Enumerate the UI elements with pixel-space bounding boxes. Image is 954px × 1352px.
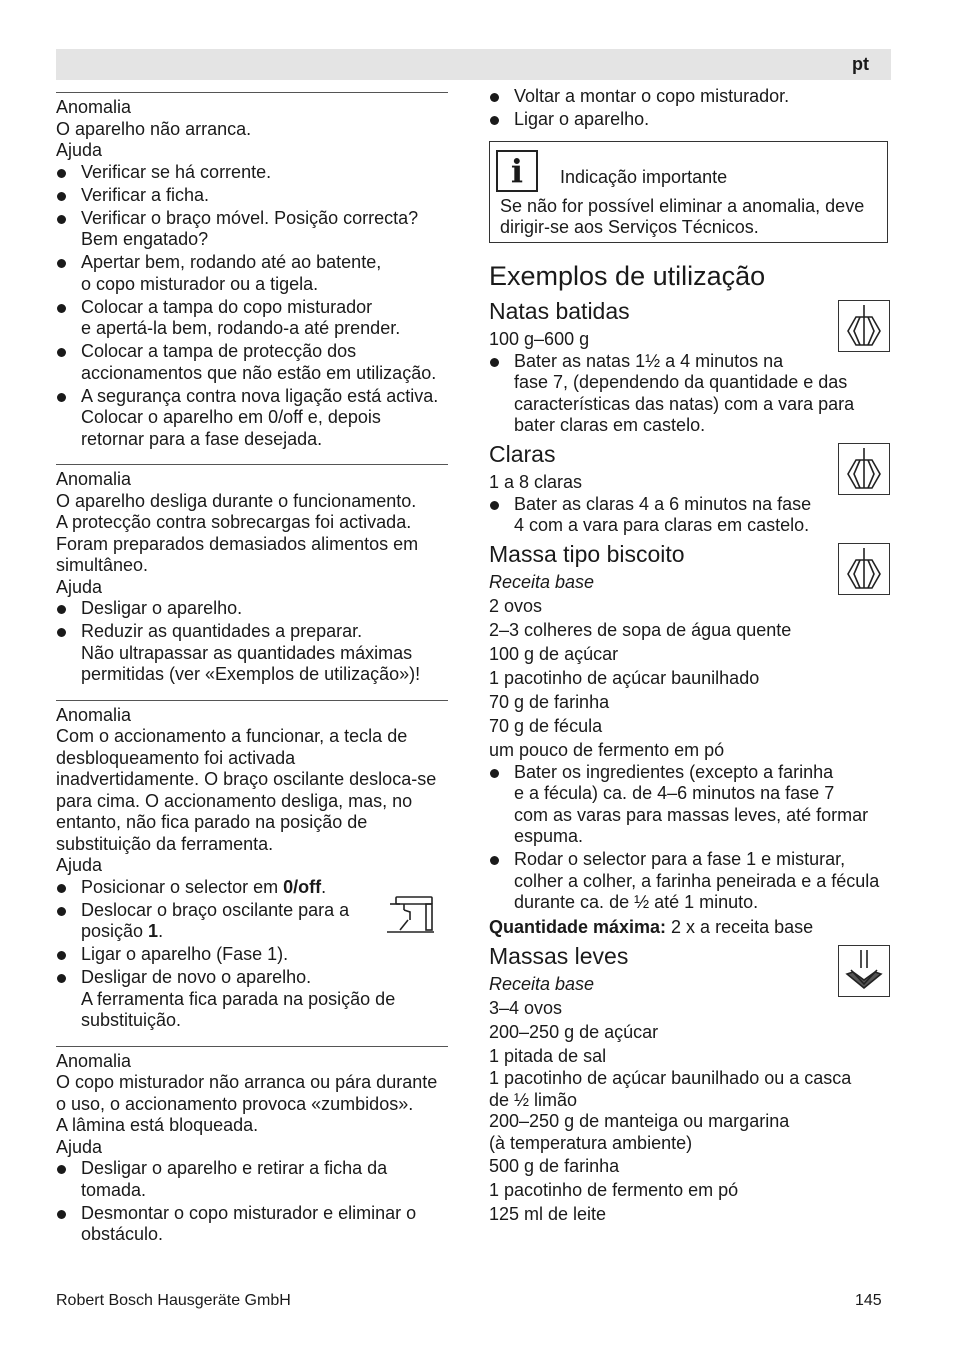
important-note-box <box>489 141 888 243</box>
list-item: Verificar a ficha. <box>56 185 448 207</box>
help-label: Ajuda <box>56 140 103 160</box>
list-item: Rodar o selector para a fase 1 e misturar, colher a colher, a farinha peneirada e a fécula durante ca. de ½ até 1 minuto. <box>489 849 894 914</box>
anomaly-desc: O aparelho desliga durante o funcionamento. A protecção contra sobrecargas foi activada. Foram preparados demasiados alimentos em simultâneo. <box>56 490 419 575</box>
anomaly-label: Anomalia <box>56 97 132 117</box>
list-item: Voltar a montar o copo misturador. <box>489 86 894 108</box>
help-list <box>56 1158 448 1246</box>
anomaly-label: Anomalia <box>56 704 132 725</box>
page-number: 145 <box>855 1292 882 1309</box>
list-item: Desligar o aparelho. <box>56 598 448 620</box>
anomaly-label: Anomalia <box>56 469 132 489</box>
recipe-natas: Natas batidas 100 g–600 g Bater as natas 1½ a 4 minutos na fase 7, (dependendo da quantidade e das características das natas) com a vara para bater claras em castelo. <box>489 298 894 437</box>
list-item: Posicionar o selector em 0/off. <box>56 877 448 899</box>
troubleshoot-section-4 <box>56 1046 448 1246</box>
help-label: Ajuda <box>56 1136 103 1157</box>
list-item: Colocar a tampa do copo misturador e apertá-la bem, rodando-a até prender. <box>56 297 448 340</box>
info-i-icon: i <box>496 150 538 192</box>
recipe-steps <box>489 351 894 437</box>
ingredient-list: Receita base 3–4 ovos 200–250 g de açúcar 1 pitada de sal 1 pacotinho de açúcar baunilhado ou a casca de ½ limão 200–250 g de manteiga ou margarina (à temperatura ambiente) 500 g de farinha 1 pacotinho de fermento em pó 125 ml de leite <box>489 974 852 1224</box>
footer-company: Robert Bosch Hausgeräte GmbH <box>56 1292 291 1309</box>
anomaly-desc <box>56 119 448 141</box>
recipe-steps <box>489 494 894 537</box>
list-item: Bater as natas 1½ a 4 minutos na fase 7, (dependendo da quantidade e das características das natas) com a vara para bater claras em castelo. <box>489 351 894 437</box>
note-text: Se não for possível eliminar a anomalia, deve dirigir-se aos Serviços Técnicos. <box>500 195 865 237</box>
anomaly-label: Anomalia <box>56 1050 132 1071</box>
section-heading: Exemplos de utilização <box>489 260 766 291</box>
max-quantity: Quantidade máxima: 2 x a receita base <box>489 917 814 937</box>
list-item: Bater as claras 4 a 6 minutos na fase 4 com a vara para claras em castelo. <box>489 494 894 537</box>
troubleshoot-section-3 <box>56 700 448 1032</box>
whisk-icon <box>838 543 890 595</box>
recipe-claras: Claras 1 a 8 claras Bater as claras 4 a 6 minutos na fase 4 com a vara para claras em castelo. <box>489 441 894 537</box>
recipe-title: Natas batidas <box>489 297 630 324</box>
list-item: Desmontar o copo misturador e eliminar o obstáculo. <box>56 1203 448 1246</box>
recipe-title: Massas leves <box>489 943 629 969</box>
list-item: Ligar o aparelho (Fase 1). <box>56 944 448 966</box>
right-column <box>489 86 894 1226</box>
list-item: Verificar se há corrente. <box>56 162 448 184</box>
swivel-arm-icon <box>386 894 436 936</box>
list-item: Verificar o braço móvel. Posição correcta? Bem engatado? <box>56 208 448 251</box>
help-label: Ajuda <box>56 855 103 875</box>
list-item: Colocar a tampa de protecção dos accionamentos que não estão em utilização. <box>56 341 448 384</box>
list-item: Desligar de novo o aparelho. A ferramenta fica parada na posição de substituição. <box>56 967 448 1032</box>
list-item: Apertar bem, rodando até ao batente, o copo misturador ou a tigela. <box>56 252 448 295</box>
kneading-hook-icon <box>838 945 890 997</box>
list-item: Desligar o aparelho e retirar a ficha da tomada. <box>56 1158 448 1201</box>
list-item: Bater os ingredientes (excepto a farinha e a fécula) ca. de 4–6 minutos na fase 7 com as varas para massas leves, até formar espuma. <box>489 762 894 848</box>
anomaly-desc: O copo misturador não arranca ou pára durante o uso, o accionamento provoca «zumbidos». A lâmina está bloqueada. <box>56 1072 438 1135</box>
desc-line: O aparelho não arranca. <box>56 118 252 139</box>
help-list <box>56 598 448 686</box>
troubleshoot-section-1 <box>56 92 448 450</box>
help-list <box>56 162 448 451</box>
list-item: A segurança contra nova ligação está activa. Colocar o aparelho em 0/off e, depois retornar para a fase desejada. <box>56 386 448 451</box>
anomaly-desc: Com o accionamento a funcionar, a tecla de desbloqueamento foi activada inadvertidamente. O braço oscilante desloca-se para cima. O accionamento desliga, mas, no entanto, não fica parado na posição de substituição da ferramenta. <box>56 726 437 854</box>
continued-help-list <box>489 86 894 131</box>
note-title: Indicação importante <box>560 167 728 187</box>
header-bar <box>56 49 891 80</box>
list-item: Deslocar o braço oscilante para a posição 1. <box>56 900 448 943</box>
recipe-biscoito <box>489 541 894 940</box>
list-item: Ligar o aparelho. <box>489 109 894 131</box>
recipe-title: Massa tipo biscoito <box>489 540 685 567</box>
troubleshoot-section-2 <box>56 464 448 686</box>
ingredient-list: Receita base 2 ovos 2–3 colheres de sopa de água quente 100 g de açúcar 1 pacotinho de açúcar baunilhado 70 g de farinha 70 g de fécula um pouco de fermento em pó <box>489 571 792 760</box>
left-column <box>56 92 456 1260</box>
recipe-steps <box>489 762 894 914</box>
whisk-icon <box>838 443 890 495</box>
help-list <box>56 877 448 1032</box>
whisk-icon <box>838 300 890 352</box>
recipe-title: Claras <box>489 440 556 467</box>
language-tag: pt <box>852 54 869 74</box>
recipe-leves <box>489 943 894 1226</box>
list-item: Reduzir as quantidades a preparar. Não ultrapassar as quantidades máximas permitidas (ver «Exemplos de utilização»)! <box>56 621 448 686</box>
help-label: Ajuda <box>56 576 103 597</box>
